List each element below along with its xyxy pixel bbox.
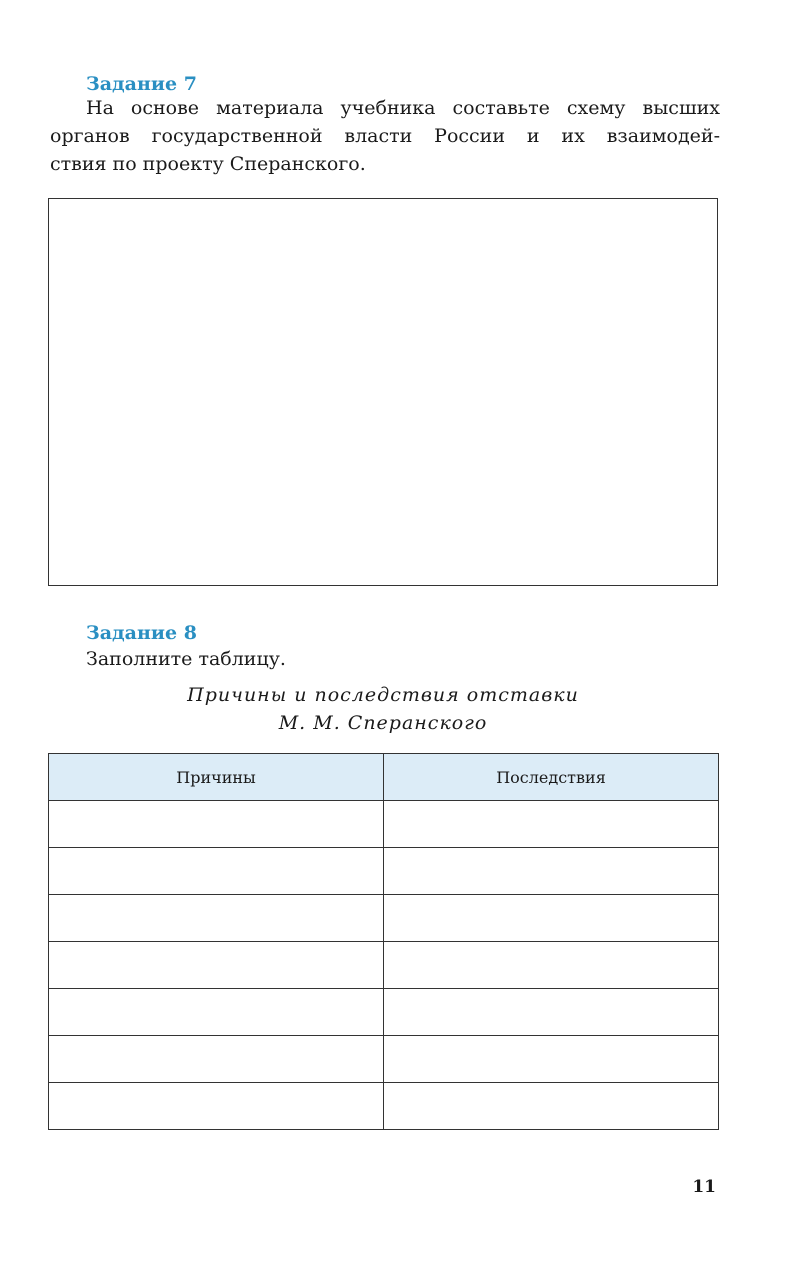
- task-7-line-2: органов государственной власти России и их взаимодей-: [50, 125, 720, 147]
- cause-cell[interactable]: [49, 1083, 384, 1130]
- causes-consequences-table: [48, 753, 719, 1130]
- consequence-cell[interactable]: [384, 848, 719, 895]
- task-7-line-3: ствия по проекту Сперанского.: [50, 153, 366, 175]
- table-caption-line-2: М. М. Сперанского: [278, 712, 488, 734]
- task-7-line-1: На основе материала учебника составьте схему высших: [86, 97, 720, 119]
- task-8-heading: Задание 8: [86, 622, 197, 644]
- header-consequences: Последствия: [384, 754, 719, 801]
- header-causes: Причины: [49, 754, 384, 801]
- page-number: 11: [692, 1177, 716, 1197]
- table-row: [49, 1036, 719, 1083]
- table-caption-line-1: Причины и последствия отставки: [187, 684, 579, 706]
- consequence-cell[interactable]: [384, 1083, 719, 1130]
- table-row: [49, 1083, 719, 1130]
- cause-cell[interactable]: [49, 989, 384, 1036]
- table-header-row: [49, 754, 719, 801]
- consequence-cell[interactable]: [384, 989, 719, 1036]
- task-8-instructions: Заполните таблицу.: [86, 648, 286, 670]
- task-7-instructions: [50, 94, 720, 178]
- table-row: [49, 895, 719, 942]
- task-7-heading: Задание 7: [86, 73, 197, 95]
- cause-cell[interactable]: [49, 895, 384, 942]
- cause-cell[interactable]: [49, 1036, 384, 1083]
- consequence-cell[interactable]: [384, 1036, 719, 1083]
- table-row: [49, 989, 719, 1036]
- consequence-cell[interactable]: [384, 895, 719, 942]
- consequence-cell[interactable]: [384, 942, 719, 989]
- cause-cell[interactable]: [49, 942, 384, 989]
- diagram-answer-box[interactable]: [48, 198, 718, 586]
- cause-cell[interactable]: [49, 848, 384, 895]
- consequence-cell[interactable]: [384, 801, 719, 848]
- table-row: [49, 942, 719, 989]
- table-caption: [48, 681, 718, 737]
- cause-cell[interactable]: [49, 801, 384, 848]
- table-row: [49, 801, 719, 848]
- table-row: [49, 848, 719, 895]
